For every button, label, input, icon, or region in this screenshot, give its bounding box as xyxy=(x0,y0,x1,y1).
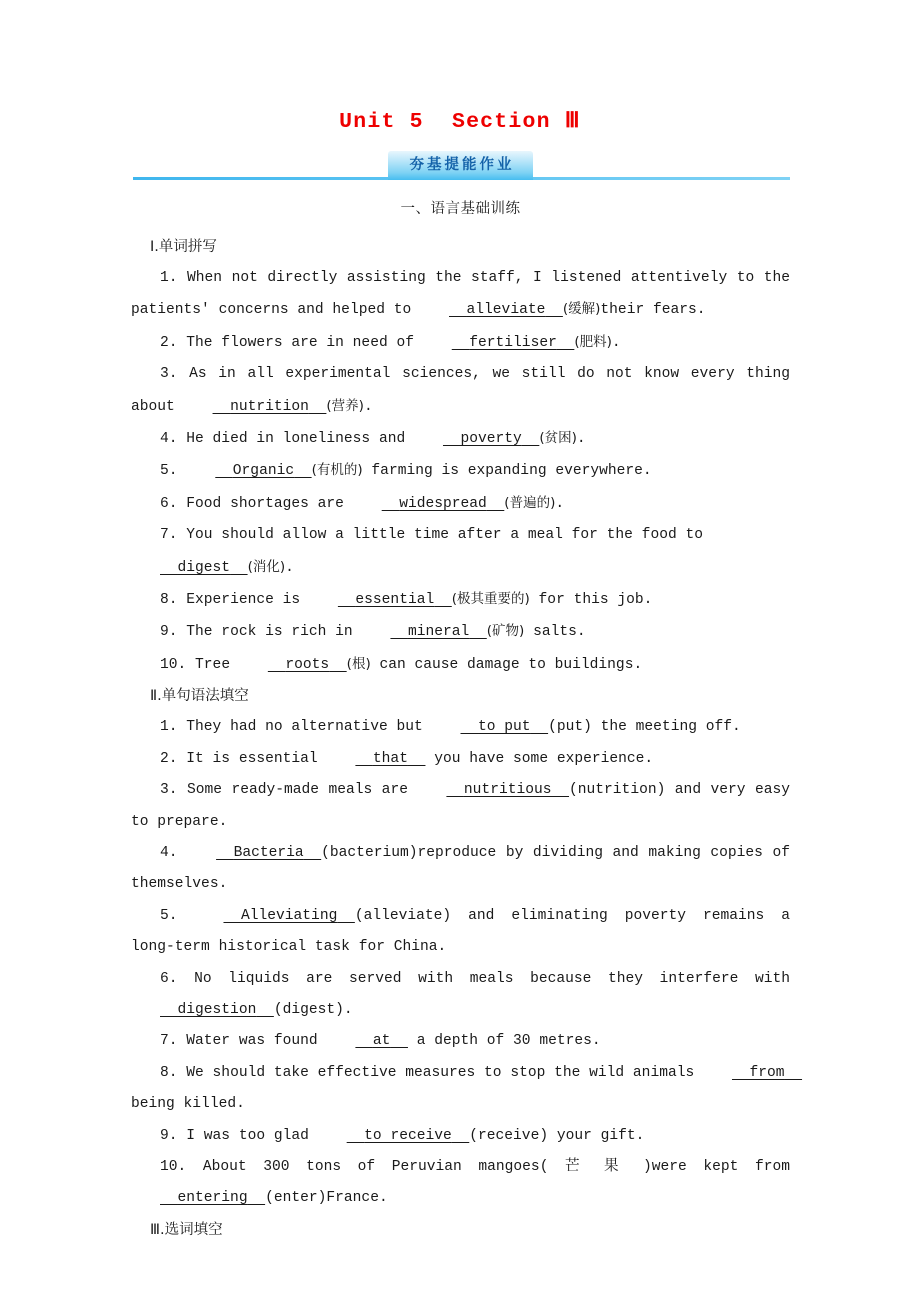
answer-blank[interactable] xyxy=(131,1183,265,1214)
exercise-badge-label: 夯基提能作业 xyxy=(409,157,515,173)
question-item xyxy=(131,838,790,901)
question-item xyxy=(131,423,790,455)
page-title: Unit 5 Section Ⅲ xyxy=(339,110,581,134)
question-text-before: You should allow a little time after a meal for the food to xyxy=(186,527,703,544)
question-text-before: No liquids are served with meals because they interfere with xyxy=(194,970,790,987)
question-hint: (贫困) xyxy=(539,430,577,447)
answer-text: Alleviating xyxy=(241,907,338,924)
question-hint: (极其重要的) xyxy=(451,591,530,608)
question-text-before: The flowers are in need of xyxy=(186,334,423,351)
question-text-after: . xyxy=(363,398,373,415)
question-text-after: can cause damage to buildings. xyxy=(370,656,643,673)
question-text-after: . xyxy=(555,495,565,512)
question-number: 3. xyxy=(160,782,178,799)
answer-text: alleviate xyxy=(466,302,546,319)
answer-blank[interactable] xyxy=(703,1058,802,1089)
question-item xyxy=(131,1026,790,1057)
question-text-before: I was too glad xyxy=(186,1127,318,1144)
question-item xyxy=(131,964,790,1027)
question-hint: (消化) xyxy=(247,558,286,575)
question-hint: (矿物) xyxy=(486,623,525,640)
question-number: 8. xyxy=(160,1064,178,1081)
answer-blank[interactable] xyxy=(187,838,321,869)
question-item xyxy=(131,455,790,487)
answer-text: Bacteria xyxy=(233,844,304,861)
question-item xyxy=(131,744,790,775)
question-number: 10. xyxy=(160,656,187,673)
question-item xyxy=(131,263,790,327)
answer-text: to put xyxy=(478,719,531,736)
question-item xyxy=(131,359,790,423)
question-item xyxy=(131,584,790,616)
question-hint: (nutrition) xyxy=(569,782,666,799)
question-item xyxy=(131,520,790,584)
question-text-after: their fears. xyxy=(600,302,706,319)
question-text-before: As in all experimental sciences, we still do not know every thing about xyxy=(131,366,791,415)
question-text-before: Tree xyxy=(195,656,239,673)
question-number: 9. xyxy=(160,1127,178,1144)
answer-text: digestion xyxy=(177,1001,257,1018)
question-number: 2. xyxy=(160,750,178,767)
answer-blank[interactable] xyxy=(326,1026,408,1057)
answer-blank[interactable] xyxy=(184,392,327,423)
answer-blank[interactable] xyxy=(309,585,452,616)
answer-blank[interactable] xyxy=(326,744,425,775)
answer-text: digest xyxy=(177,559,231,576)
question-hint: (alleviate) xyxy=(354,907,452,924)
answer-blank[interactable] xyxy=(353,489,505,520)
answer-blank[interactable] xyxy=(414,424,539,455)
question-text-after: reproduce by dividing and making copies of themselves. xyxy=(131,844,790,893)
answer-blank[interactable] xyxy=(131,553,248,584)
answer-blank[interactable] xyxy=(186,456,311,487)
question-hint: (有机的) xyxy=(311,462,363,479)
question-number: 9. xyxy=(160,624,178,641)
question-text-before: About 300 tons of Peruvian mangoes( 芒 果 )were kept from xyxy=(202,1158,790,1175)
question-text-after: salts. xyxy=(524,624,586,641)
question-text-after: . xyxy=(285,559,294,576)
answer-text: that xyxy=(372,750,408,767)
question-number: 1. xyxy=(160,719,178,736)
question-item xyxy=(131,712,790,743)
sections-container xyxy=(131,232,790,1246)
question-number: 7. xyxy=(160,1033,178,1050)
answer-text: widespread xyxy=(399,495,487,512)
answer-blank[interactable] xyxy=(420,295,563,326)
answer-text: to receive xyxy=(364,1127,452,1144)
question-item xyxy=(131,1058,836,1121)
question-item xyxy=(131,1152,790,1215)
answer-blank[interactable] xyxy=(131,995,274,1026)
question-text-after: for this job. xyxy=(529,592,653,609)
answer-blank[interactable] xyxy=(423,328,575,359)
question-hint: (根) xyxy=(346,655,371,672)
question-item xyxy=(131,327,790,359)
answer-text: nutritious xyxy=(463,782,552,799)
answer-text: poverty xyxy=(460,431,522,448)
part-title: 一、语言基础训练 xyxy=(400,201,521,217)
question-hint: (digest) xyxy=(273,1001,344,1018)
question-text-before: He died in loneliness and xyxy=(186,431,414,448)
question-text-after: and eliminating poverty remains a long-term historical task for China. xyxy=(131,907,790,956)
question-item xyxy=(131,775,790,838)
answer-text: nutrition xyxy=(230,398,309,415)
answer-blank[interactable] xyxy=(239,650,347,681)
question-item xyxy=(131,901,790,964)
question-text-after: France. xyxy=(326,1190,388,1207)
question-number: 3. xyxy=(160,366,178,383)
question-hint: (营养) xyxy=(326,397,364,414)
question-text-after: . xyxy=(343,1001,353,1018)
question-hint: (enter) xyxy=(265,1190,327,1207)
question-text-after: farming is expanding everywhere. xyxy=(362,463,652,480)
answer-text: entering xyxy=(177,1190,248,1207)
question-text-before: It is essential xyxy=(186,750,327,767)
answer-text: mineral xyxy=(407,624,470,641)
question-number: 2. xyxy=(160,334,178,351)
question-number: 8. xyxy=(160,592,178,609)
question-text-after: you have some experience. xyxy=(425,750,654,767)
question-text-after: . xyxy=(576,431,586,448)
question-text-after: . xyxy=(611,334,621,351)
section-heading: Ⅲ.选词填空 xyxy=(150,1221,223,1238)
question-number: 5. xyxy=(160,463,178,480)
question-text-after: a depth of 30 metres. xyxy=(407,1033,601,1050)
question-text-after: being killed. xyxy=(131,1096,245,1113)
question-text-before: Experience is xyxy=(186,592,309,609)
question-hint: (普遍的) xyxy=(504,494,556,511)
exercise-badge xyxy=(388,151,533,180)
answer-blank[interactable] xyxy=(417,775,569,806)
section-heading: Ⅰ.单词拼写 xyxy=(150,239,217,255)
question-number: 1. xyxy=(160,270,178,286)
section-heading: Ⅱ.单句语法填空 xyxy=(150,688,249,705)
answer-text: essential xyxy=(355,592,435,609)
question-number: 5. xyxy=(160,907,178,924)
answer-blank[interactable] xyxy=(361,617,486,648)
question-number: 7. xyxy=(160,527,178,544)
answer-text: fertiliser xyxy=(469,334,557,351)
question-item xyxy=(131,649,790,681)
question-hint: (put) xyxy=(548,719,592,736)
question-hint: (bacterium) xyxy=(321,844,418,861)
question-number: 10. xyxy=(160,1158,187,1175)
question-text-before: Food shortages are xyxy=(186,495,353,512)
question-text-after: your gift. xyxy=(548,1127,645,1144)
question-text-after: the meeting off. xyxy=(591,719,741,736)
question-text-before: We should take effective measures to stop the wild animals xyxy=(186,1064,703,1081)
question-number: 6. xyxy=(160,970,178,987)
question-text-before: The rock is rich in xyxy=(186,624,362,641)
question-text-before: They had no alternative but xyxy=(186,719,432,736)
question-item xyxy=(131,1121,790,1152)
question-number: 6. xyxy=(160,495,178,512)
section-banner xyxy=(133,150,790,184)
question-hint: (肥料) xyxy=(574,333,612,350)
question-number: 4. xyxy=(160,844,178,861)
answer-blank[interactable] xyxy=(318,1121,470,1152)
question-number: 4. xyxy=(160,431,178,448)
answer-blank[interactable] xyxy=(194,901,354,932)
content-column xyxy=(131,198,790,1246)
question-hint: (缓解) xyxy=(562,301,601,318)
question-text-before: When not directly assisting the staff, I listened attentively to the patients' concerns and helped to xyxy=(131,270,790,319)
question-text-before: Water was found xyxy=(186,1033,327,1050)
question-hint: (receive) xyxy=(469,1127,549,1144)
answer-text: Organic xyxy=(232,463,295,480)
question-item xyxy=(131,488,790,520)
question-item xyxy=(131,616,790,648)
answer-blank[interactable] xyxy=(432,712,549,743)
answer-text: at xyxy=(372,1033,391,1050)
answer-text: roots xyxy=(285,656,330,673)
question-text-before: Some ready-made meals are xyxy=(186,782,418,799)
answer-text: from xyxy=(749,1064,785,1081)
question-text-after: and very easy to prepare. xyxy=(131,782,791,830)
